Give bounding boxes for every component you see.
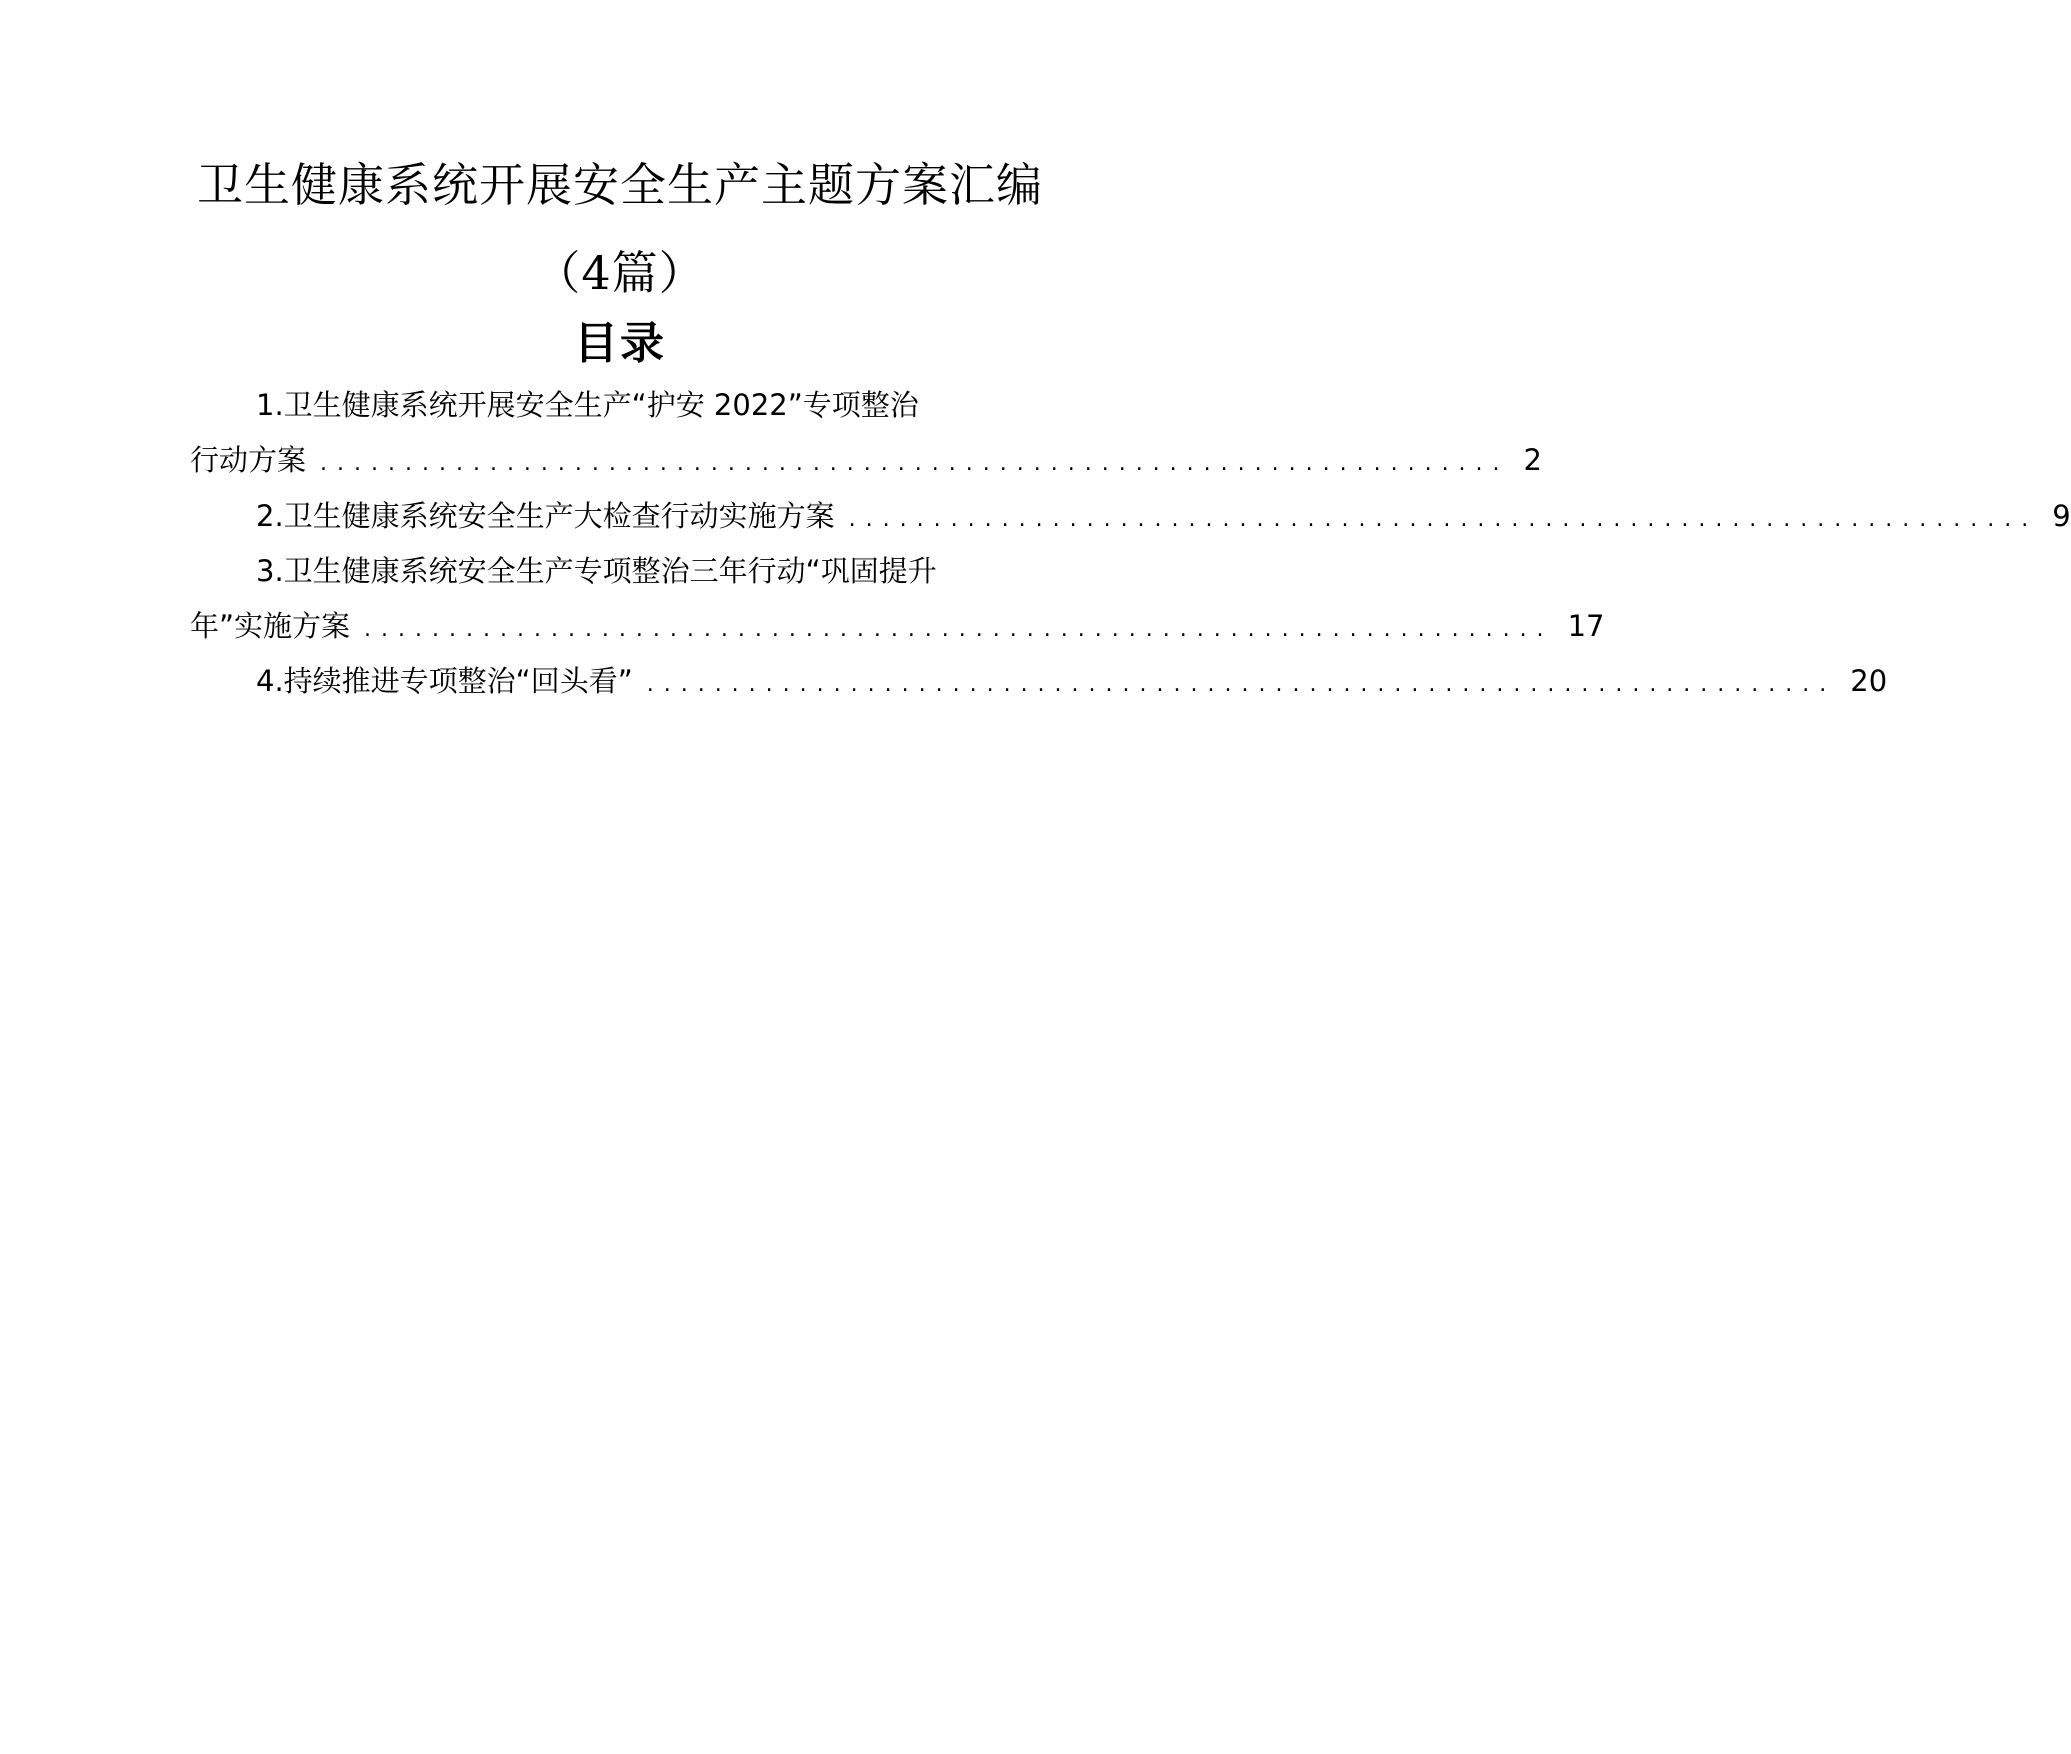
toc-leader-dots: ...................................................................... [364, 617, 1554, 642]
toc-leader-dots: ...................................................................... [320, 451, 1510, 476]
toc-entry-1-line-1[interactable] [190, 385, 1050, 425]
toc-entry-1-line-2[interactable] [190, 440, 1542, 480]
toc-entry-4-page: 20 [1850, 664, 1888, 698]
toc-entry-2[interactable] [190, 496, 2071, 536]
toc-entry-3-line-2[interactable] [190, 606, 1605, 646]
toc-entry-1-text: 1.卫生健康系统开展安全生产“护安 2022”专项整治 [256, 388, 919, 422]
toc-entry-3-page: 17 [1567, 609, 1605, 643]
toc-entry-4[interactable] [190, 661, 1888, 701]
toc-entry-3-text-cont: 年”实施方案 [190, 609, 351, 643]
toc-entry-1-page: 2 [1523, 443, 1542, 477]
toc-leader-dots: ...................................................................... [646, 672, 1837, 697]
toc-entry-4-text: 4.持续推进专项整治“回头看” [256, 664, 633, 698]
toc-entry-3-line-1[interactable] [190, 551, 1050, 591]
toc-entry-3-text: 3.卫生健康系统安全生产专项整治三年行动“巩固提升 [256, 554, 937, 588]
toc-entry-2-page: 9 [2052, 499, 2071, 533]
toc-heading: 目录 [574, 318, 666, 369]
toc-leader-dots: ...................................................................... [848, 507, 2039, 532]
toc-entry-2-text: 2.卫生健康系统安全生产大检查行动实施方案 [256, 499, 835, 533]
document-title-line-2: （4篇） [534, 246, 706, 300]
document-title-line-1: 卫生健康系统开展安全生产主题方案汇编 [197, 158, 1043, 212]
toc-entry-1-text-cont: 行动方案 [190, 443, 307, 477]
